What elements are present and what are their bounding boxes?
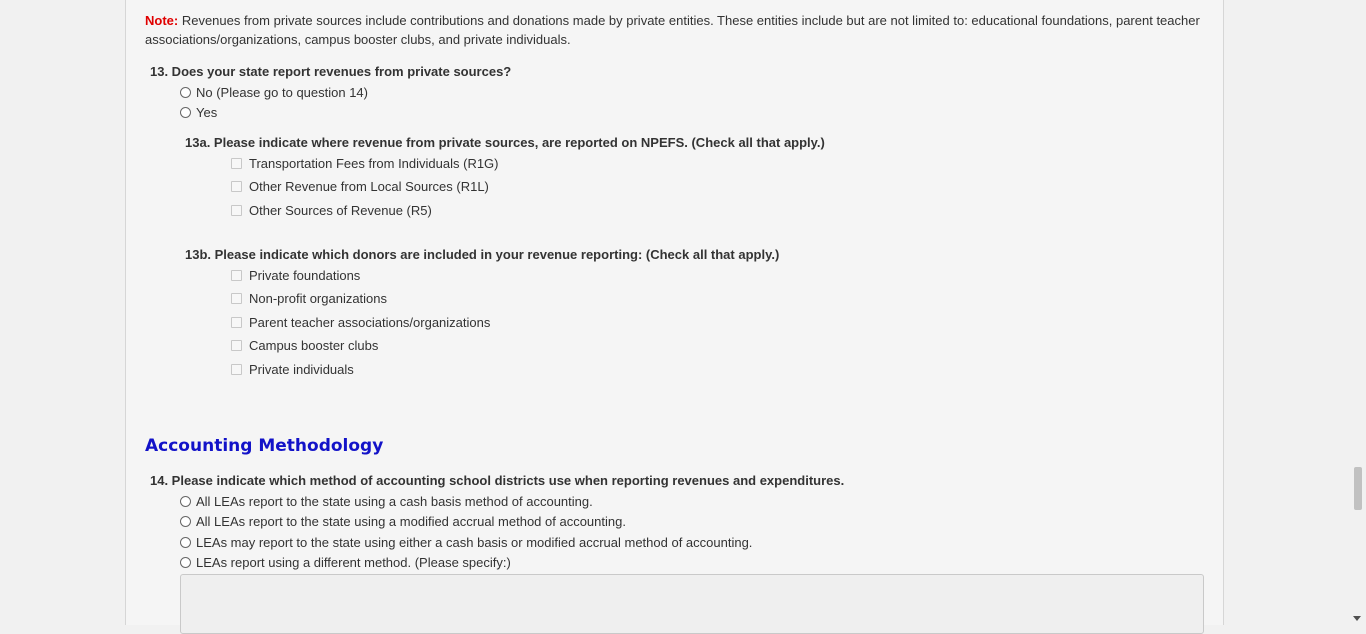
note-label: Note: [145, 13, 179, 28]
q13a-r1l-label: Other Revenue from Local Sources (R1L) [249, 179, 489, 194]
q14-specify-label: (Please specify:) [411, 555, 511, 570]
scroll-down-arrow-icon[interactable] [1353, 616, 1361, 621]
q13b-option-booster-clubs[interactable] [231, 338, 378, 353]
q13b-private-individuals-checkbox[interactable] [231, 364, 242, 375]
question-13b-title: 13b. Please indicate which donors are included in your revenue reporting: (Check all that apply.) [185, 247, 780, 262]
q14-either-radio[interactable] [180, 537, 191, 548]
q14-option-modified-accrual[interactable] [180, 514, 626, 529]
q13-yes-label: Yes [196, 105, 218, 120]
q13-option-no[interactable] [180, 85, 368, 100]
q14-cash-label: All LEAs report to the state using a cash basis method of accounting. [196, 494, 593, 509]
question-13-title: 13. Does your state report revenues from private sources? [150, 64, 512, 79]
q14-option-different[interactable] [180, 555, 511, 570]
q13-yes-radio[interactable] [180, 107, 191, 118]
q13-option-yes[interactable] [180, 105, 217, 120]
q13b-option-private-individuals[interactable] [231, 362, 354, 377]
q13b-private-individuals-label: Private individuals [249, 362, 354, 377]
q13a-option-r1l[interactable] [231, 179, 489, 194]
q13b-option-pta[interactable] [231, 315, 490, 330]
q14-specify-textarea[interactable] [180, 574, 1204, 634]
q13b-option-non-profit[interactable] [231, 291, 387, 306]
q13-no-label: No (Please go to question 14) [196, 85, 368, 100]
survey-page [125, 0, 1224, 625]
note-text: Revenues from private sources include contributions and donations made by private entities. These entities include but are not limited to: educational foundations, parent teacher associations/organizations, campus booster clubs, and private individuals. [145, 13, 1200, 47]
q13a-r5-label: Other Sources of Revenue (R5) [249, 203, 432, 218]
q13-no-radio[interactable] [180, 87, 191, 98]
q13a-r1l-checkbox[interactable] [231, 181, 242, 192]
q14-cash-radio[interactable] [180, 496, 191, 507]
q14-either-label: LEAs may report to the state using either a cash basis or modified accrual method of accounting. [196, 535, 753, 550]
q13b-booster-clubs-label: Campus booster clubs [249, 338, 379, 353]
scrollbar-thumb[interactable] [1354, 467, 1362, 510]
q13a-option-r5[interactable] [231, 203, 432, 218]
private-sources-note [145, 11, 1207, 49]
q13b-private-foundations-checkbox[interactable] [231, 270, 242, 281]
q14-modified-accrual-radio[interactable] [180, 516, 191, 527]
q13a-option-r1g[interactable] [231, 156, 499, 171]
q14-different-radio[interactable] [180, 557, 191, 568]
q14-modified-accrual-label: All LEAs report to the state using a modified accrual method of accounting. [196, 514, 626, 529]
q13a-r1g-label: Transportation Fees from Individuals (R1G) [249, 156, 499, 171]
question-14-title: 14. Please indicate which method of accounting school districts use when reporting revenues and expenditures. [150, 473, 845, 488]
q13b-non-profit-checkbox[interactable] [231, 293, 242, 304]
q13b-pta-checkbox[interactable] [231, 317, 242, 328]
q14-option-cash[interactable] [180, 494, 593, 509]
q13a-r1g-checkbox[interactable] [231, 158, 242, 169]
q14-option-either[interactable] [180, 535, 752, 550]
q13a-r5-checkbox[interactable] [231, 205, 242, 216]
q13b-booster-clubs-checkbox[interactable] [231, 340, 242, 351]
q13b-option-private-foundations[interactable] [231, 268, 360, 283]
vertical-scrollbar[interactable] [1349, 0, 1366, 625]
q13b-non-profit-label: Non-profit organizations [249, 291, 388, 306]
q13b-private-foundations-label: Private foundations [249, 268, 361, 283]
accounting-methodology-heading: Accounting Methodology [145, 436, 384, 456]
q13b-pta-label: Parent teacher associations/organizations [249, 315, 491, 330]
q14-different-label: LEAs report using a different method. [196, 555, 412, 570]
question-13a-title: 13a. Please indicate where revenue from private sources, are reported on NPEFS. (Check all that apply.) [185, 135, 825, 150]
